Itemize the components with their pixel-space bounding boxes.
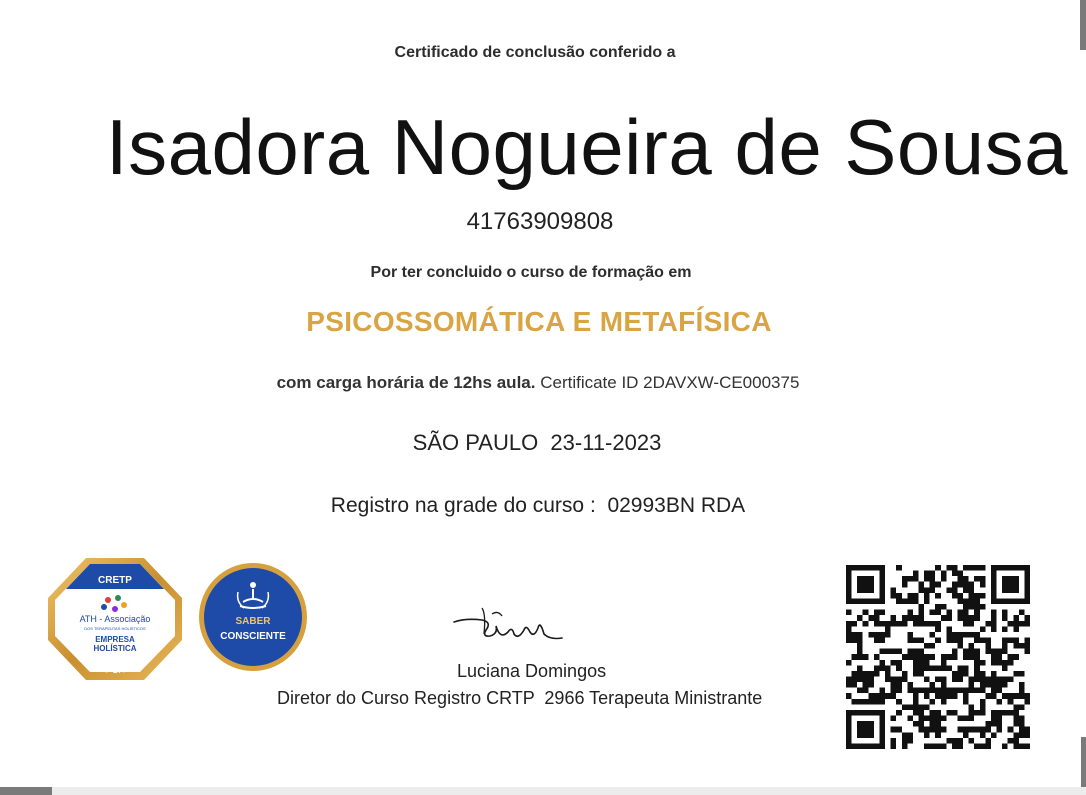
- signer-role: Diretor do Curso Registro CRTP 2966 Terapeuta Ministrante: [277, 688, 763, 708]
- cretp-top-text: CRETP: [98, 575, 132, 586]
- cretp-line1: EMPRESA: [95, 635, 135, 644]
- completed-text: Por ter concluido o curso de formação em: [370, 264, 692, 281]
- saber-line1: SABER: [235, 616, 271, 627]
- recipient-name: Isadora Nogueira de Sousa: [105, 103, 1069, 191]
- cretp-arc-text: INSTITUIÇÃO CREDENCIADA: [62, 636, 168, 676]
- window-edge-bottom: [0, 787, 1086, 795]
- signer-name: Luciana Domingos: [457, 661, 607, 681]
- saber-consciente-seal: [198, 562, 308, 672]
- cretp-seal: [46, 556, 184, 682]
- saber-line2: CONSCIENTE: [220, 631, 286, 642]
- course-registry: Registro na grade do curso : 02993BN RDA: [330, 494, 746, 517]
- qr-code-icon: [846, 565, 1030, 749]
- certificate-header: Certificado de conclusão conferido a: [394, 44, 676, 61]
- place-date: SÃO PAULO 23-11-2023: [412, 430, 662, 455]
- cretp-assoc-text: ATH - Associação: [79, 614, 151, 624]
- hours-text: com carga horária de 12hs aula.: [276, 373, 536, 392]
- cretp-line2: HOLÍSTICA: [93, 644, 137, 653]
- recipient-id: 41763909808: [466, 208, 614, 235]
- hours-line: [0, 373, 1081, 393]
- certificate-id: Certificate ID 2DAVXW-CE000375: [535, 373, 800, 392]
- window-edge-bottom-left: [0, 787, 52, 795]
- window-edge-right: [1080, 0, 1086, 50]
- course-title: PSICOSSOMÁTICA E METAFÍSICA: [306, 306, 772, 337]
- signature-icon: [452, 604, 568, 646]
- cretp-sub-text: DOS TERAPEUTAS HOLÍSTICOS: [84, 626, 146, 631]
